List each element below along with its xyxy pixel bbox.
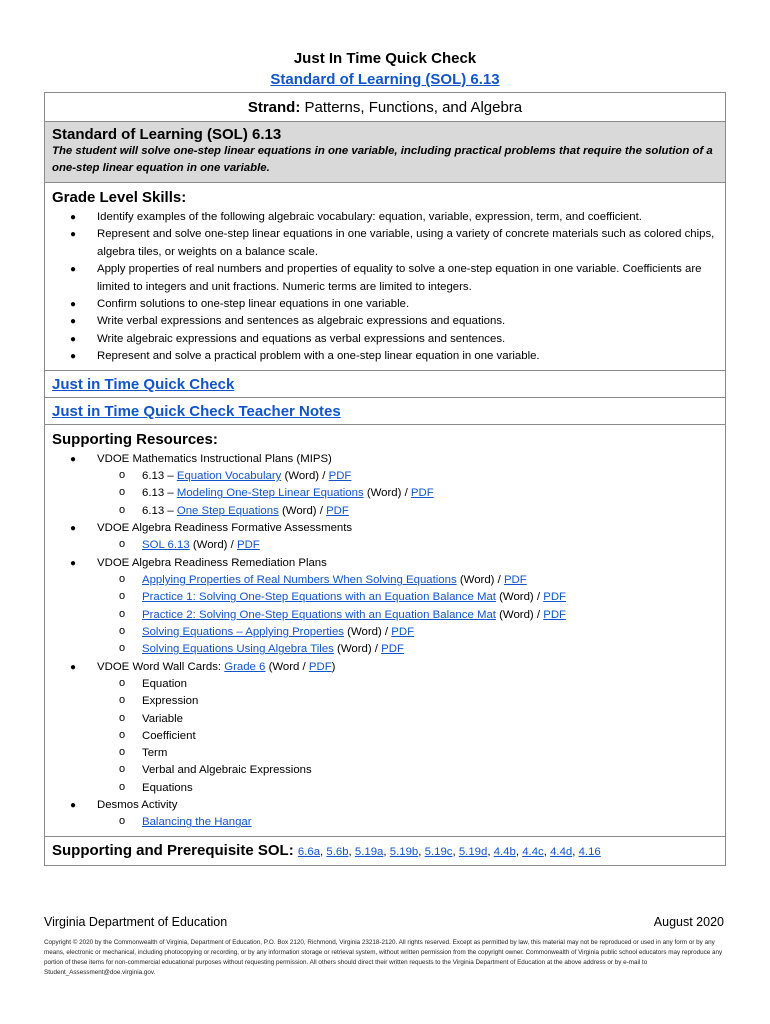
list-item [52, 520, 718, 555]
list-item [52, 451, 718, 520]
separator: , [543, 845, 551, 858]
desmos-sublist [97, 814, 718, 831]
pdf-link[interactable]: PDF [308, 660, 332, 673]
resource-link[interactable]: One Step Equations [176, 504, 279, 517]
separator: , [383, 845, 390, 858]
list-item [97, 589, 718, 606]
list-item: o Variable [97, 711, 718, 728]
item-word: (Word) / [344, 625, 392, 638]
copyright-text: Copyright © 2020 by the Commonwealth of Virginia, Department of Education, P.O. Box 2120, Richmond, Virginia 23218-2120. All rights reserved. Except as permitted by law, this material may not be reproduced or used in any form or by any means, electronic or mechanical, including photocopying or recording, or by any information storage or retrieval system, without written permission from the copyright owner. Commonwealth of Virginia public school educators may reproduce any portion of these items for non-commercial educational purposes without requesting permission. All others should direct their written requests to the Virginia Department of Education at the above address or by e-mail to Student_Assessment@doe.virginia.gov. [44, 939, 723, 976]
list-item [52, 555, 718, 659]
list-item [97, 537, 718, 554]
list-item: o Term [97, 745, 718, 762]
resource-link[interactable]: Solving Equations – Applying Properties [142, 625, 344, 638]
resources-row [45, 425, 725, 837]
resource-link[interactable]: Applying Properties of Real Numbers When Solving Equations [142, 574, 457, 587]
list-item: ● Represent and solve a practical problem with a one-step linear equation in one variable. [52, 348, 718, 365]
item-prefix: 6.13 – [142, 504, 177, 517]
item-word: (Word) / [495, 591, 544, 604]
list-item [97, 468, 718, 485]
separator: , [515, 845, 523, 858]
prereq-sol-link[interactable]: 4.4c [522, 845, 544, 858]
remediation-sublist [97, 572, 718, 658]
separator: , [572, 845, 579, 858]
remediation-label: VDOE Algebra Readiness Remediation Plans [97, 556, 327, 569]
list-item: ● Identify examples of the following algebraic vocabulary: equation, variable, expression, term, and coefficient. [52, 209, 718, 226]
separator: , [418, 845, 425, 858]
resource-link[interactable]: Practice 2: Solving One-Step Equations with an Equation Balance Mat [142, 608, 496, 621]
prereq-sol-link[interactable]: 5.19b [389, 845, 419, 858]
item-word: (Word) / [278, 504, 327, 517]
list-item: o Verbal and Algebraic Expressions [97, 762, 718, 779]
resources-heading: Supporting Resources: [52, 430, 218, 448]
resource-link[interactable]: Solving Equations Using Algebra Tiles [142, 643, 334, 656]
wordwall-end: ) [331, 660, 336, 673]
prereq-list [298, 846, 601, 858]
pdf-link[interactable]: PDF [543, 591, 567, 604]
skills-row [45, 183, 725, 371]
prereq-sol-link[interactable]: 4.4d [550, 845, 573, 858]
resource-link[interactable]: SOL 6.13 [142, 539, 190, 552]
page-title: Just In Time Quick Check [293, 50, 477, 67]
footer-date: August 2020 [653, 915, 724, 929]
pdf-link[interactable]: PDF [236, 539, 260, 552]
pdf-link[interactable]: PDF [543, 608, 567, 621]
list-item: o Equations [97, 780, 718, 797]
prereq-sol-link[interactable]: 5.19a [354, 845, 384, 858]
list-item [52, 659, 718, 797]
item-word: (Word) / [189, 539, 237, 552]
strand-value: Patterns, Functions, and Algebra [300, 99, 523, 116]
separator: , [487, 845, 494, 858]
sol-heading: Standard of Learning (SOL) 6.13 [52, 126, 282, 143]
list-item [52, 797, 718, 832]
grade6-link[interactable]: Grade 6 [224, 660, 266, 673]
list-item: o Equation [97, 676, 718, 693]
resource-link[interactable]: Equation Vocabulary [176, 470, 282, 483]
list-item: ● Confirm solutions to one-step linear equations in one variable. [52, 296, 718, 313]
pdf-link[interactable]: PDF [328, 470, 352, 483]
skills-list [52, 209, 718, 366]
prereq-sol-link[interactable]: 5.19c [424, 845, 453, 858]
prereq-sol-link[interactable]: 6.6a [297, 845, 321, 858]
pdf-link[interactable]: PDF [326, 504, 349, 517]
mips-label: VDOE Mathematics Instructional Plans (MIPS) [97, 452, 332, 465]
list-item [97, 503, 718, 520]
teacher-notes-row [45, 398, 725, 425]
item-prefix: 6.13 – [142, 487, 177, 500]
list-item [97, 814, 718, 831]
prereq-sol-link[interactable]: 5.19d [458, 845, 488, 858]
page-subtitle-link[interactable] [0, 71, 770, 88]
list-item [97, 641, 718, 658]
separator: , [452, 845, 459, 858]
list-item [97, 624, 718, 641]
strand-label: Strand: [247, 99, 301, 116]
separator: , [348, 845, 355, 858]
formative-sublist [97, 537, 718, 554]
desmos-link[interactable]: Balancing the Hangar [142, 816, 252, 829]
footer-organization: Virginia Department of Education [44, 915, 228, 929]
content-table [44, 92, 726, 866]
sol-description: The student will solve one-step linear equations in one variable, including practical problems that require the solution of a one-step linear equation in one variable. [52, 145, 713, 174]
item-word: (Word) / [333, 643, 382, 656]
item-word: (Word) / [456, 574, 504, 587]
resources-list [52, 451, 718, 832]
mips-sublist [97, 468, 718, 520]
formative-label: VDOE Algebra Readiness Formative Assessments [97, 521, 353, 534]
item-word: (Word) / [495, 608, 544, 621]
prereq-sol-link[interactable]: 4.16 [578, 845, 601, 858]
list-item: ● Write algebraic expressions and equations as verbal expressions and sentences. [52, 331, 718, 348]
sol-link[interactable]: Standard of Learning (SOL) 6.13 [270, 71, 500, 88]
quick-check-row [45, 371, 725, 398]
prereq-label: Supporting and Prerequisite SOL: [52, 841, 298, 859]
wordwall-sublist [97, 676, 718, 797]
list-item [97, 607, 718, 624]
resource-link[interactable]: Modeling One-Step Linear Equations [176, 487, 364, 500]
prereq-row [45, 837, 725, 865]
list-item: ● Apply properties of real numbers and properties of equality to solve a one-step equation in one variable. Coefficients are limited to integers and unit fractions. Numeric terms are limited to integers. [52, 261, 718, 296]
wordwall-label: VDOE Word Wall Cards: [97, 660, 225, 673]
wordwall-mid: (Word / [265, 660, 309, 673]
prereq-sol-link[interactable]: 5.6b [326, 845, 349, 858]
prereq-sol-link[interactable]: 4.4b [493, 845, 516, 858]
pdf-link[interactable]: PDF [503, 574, 527, 587]
pdf-link[interactable]: PDF [410, 487, 434, 500]
teacher-notes-link[interactable]: Just in Time Quick Check Teacher Notes [52, 402, 341, 420]
list-item [97, 485, 718, 502]
quick-check-link[interactable]: Just in Time Quick Check [52, 375, 235, 393]
list-item: o Coefficient [97, 728, 718, 745]
item-prefix: 6.13 – [142, 470, 177, 483]
strand-row [45, 93, 725, 122]
list-item: ● Represent and solve one-step linear equations in one variable, using a variety of concrete materials such as colored chips, algebra tiles, or weights on a balance scale. [52, 226, 718, 261]
resource-link[interactable]: Practice 1: Solving One-Step Equations with an Equation Balance Mat [142, 591, 496, 604]
list-item: ● Write verbal expressions and sentences as algebraic expressions and equations. [52, 313, 718, 330]
separator: , [320, 845, 327, 858]
sol-row [45, 122, 725, 183]
item-word: (Word) / [281, 470, 329, 483]
pdf-link[interactable]: PDF [381, 643, 404, 656]
list-item [97, 572, 718, 589]
desmos-label: Desmos Activity [97, 799, 178, 812]
item-word: (Word) / [363, 487, 411, 500]
pdf-link[interactable]: PDF [391, 625, 415, 638]
list-item: o Expression [97, 693, 718, 710]
skills-heading: Grade Level Skills: [52, 189, 187, 206]
